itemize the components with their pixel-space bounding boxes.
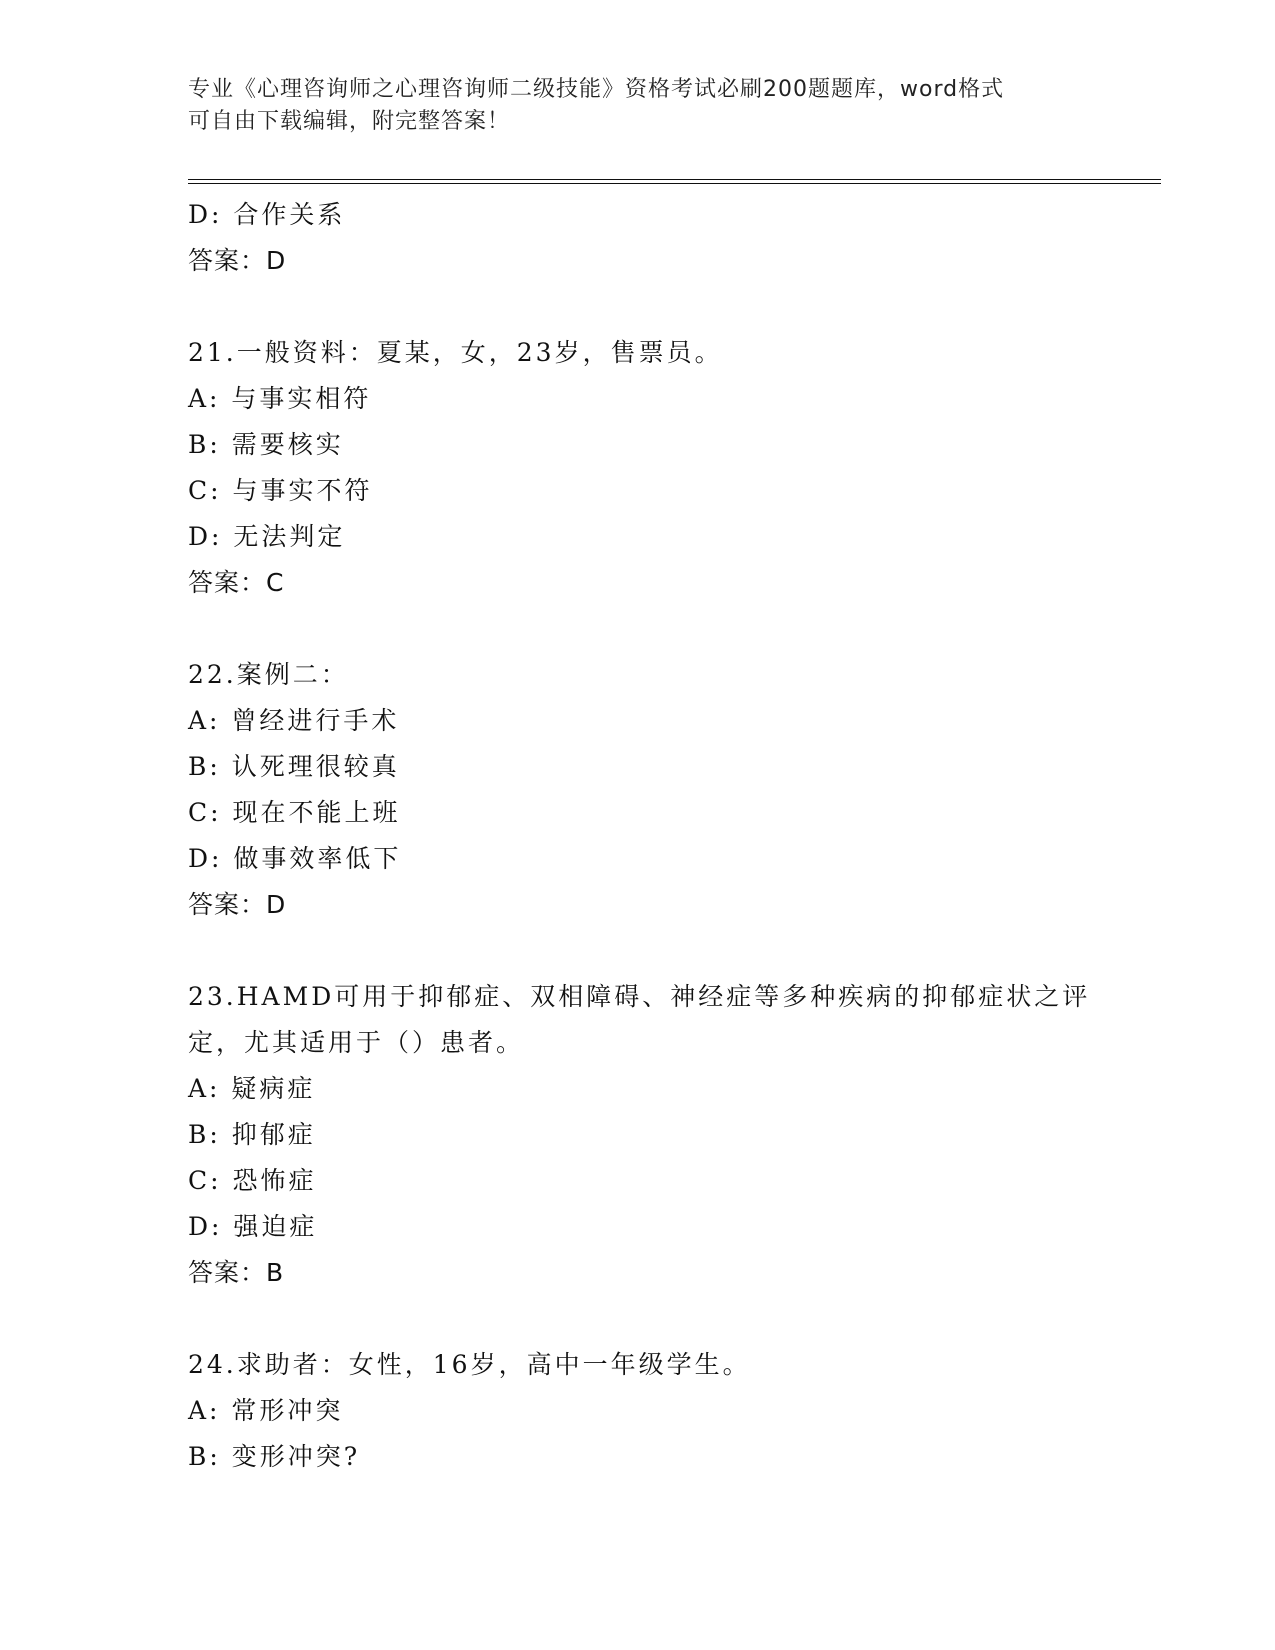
option-d: D: 无法判定 <box>188 522 346 551</box>
option-c: C: 与事实不符 <box>188 476 373 505</box>
question-stem-line-1: 23.HAMD可用于抑郁症、双相障碍、神经症等多种疾病的抑郁症状之评 <box>188 982 1091 1011</box>
answer-line: 答案：C <box>188 568 285 597</box>
option-d: D: 做事效率低下 <box>188 844 402 873</box>
question-stem: 24.求助者：女性，16岁，高中一年级学生。 <box>188 1350 751 1379</box>
question-stem: 21.一般资料：夏某，女，23岁，售票员。 <box>188 338 723 367</box>
option-a: A: 与事实相符 <box>188 384 372 413</box>
question-content <box>188 192 1091 1480</box>
question-21 <box>188 330 1088 606</box>
option-a: A: 曾经进行手术 <box>188 706 400 735</box>
option-b: B: 抑郁症 <box>188 1120 316 1149</box>
option-b: B: 需要核实 <box>188 430 344 459</box>
option-b: B: 变形冲突? <box>188 1442 361 1471</box>
answer-line: 答案：D <box>188 890 287 919</box>
header-line-1: 专业《心理咨询师之心理咨询师二级技能》资格考试必刷200题题库，word格式 <box>188 77 1005 102</box>
question-stem: 22.案例二： <box>188 660 349 689</box>
question-24 <box>188 1342 1088 1480</box>
question-23 <box>188 974 1091 1296</box>
answer-line: 答案：D <box>188 246 287 275</box>
option-d: D: 强迫症 <box>188 1212 318 1241</box>
header-divider-top <box>188 179 1161 180</box>
option-c: C: 现在不能上班 <box>188 798 401 827</box>
option-d: D: 合作关系 <box>188 200 346 229</box>
question-22 <box>188 652 1088 928</box>
option-a: A: 常形冲突 <box>188 1396 344 1425</box>
header-line-2: 可自由下载编辑，附完整答案！ <box>188 109 511 134</box>
page-header <box>188 74 1088 138</box>
option-b: B: 认死理很较真 <box>188 752 400 781</box>
question-stem-line-2: 定，尤其适用于（）患者。 <box>188 1028 525 1057</box>
option-c: C: 恐怖症 <box>188 1166 317 1195</box>
option-a: A: 疑病症 <box>188 1074 316 1103</box>
answer-line: 答案：B <box>188 1258 285 1287</box>
header-divider-bottom <box>188 183 1161 184</box>
question-fragment <box>188 192 1088 284</box>
